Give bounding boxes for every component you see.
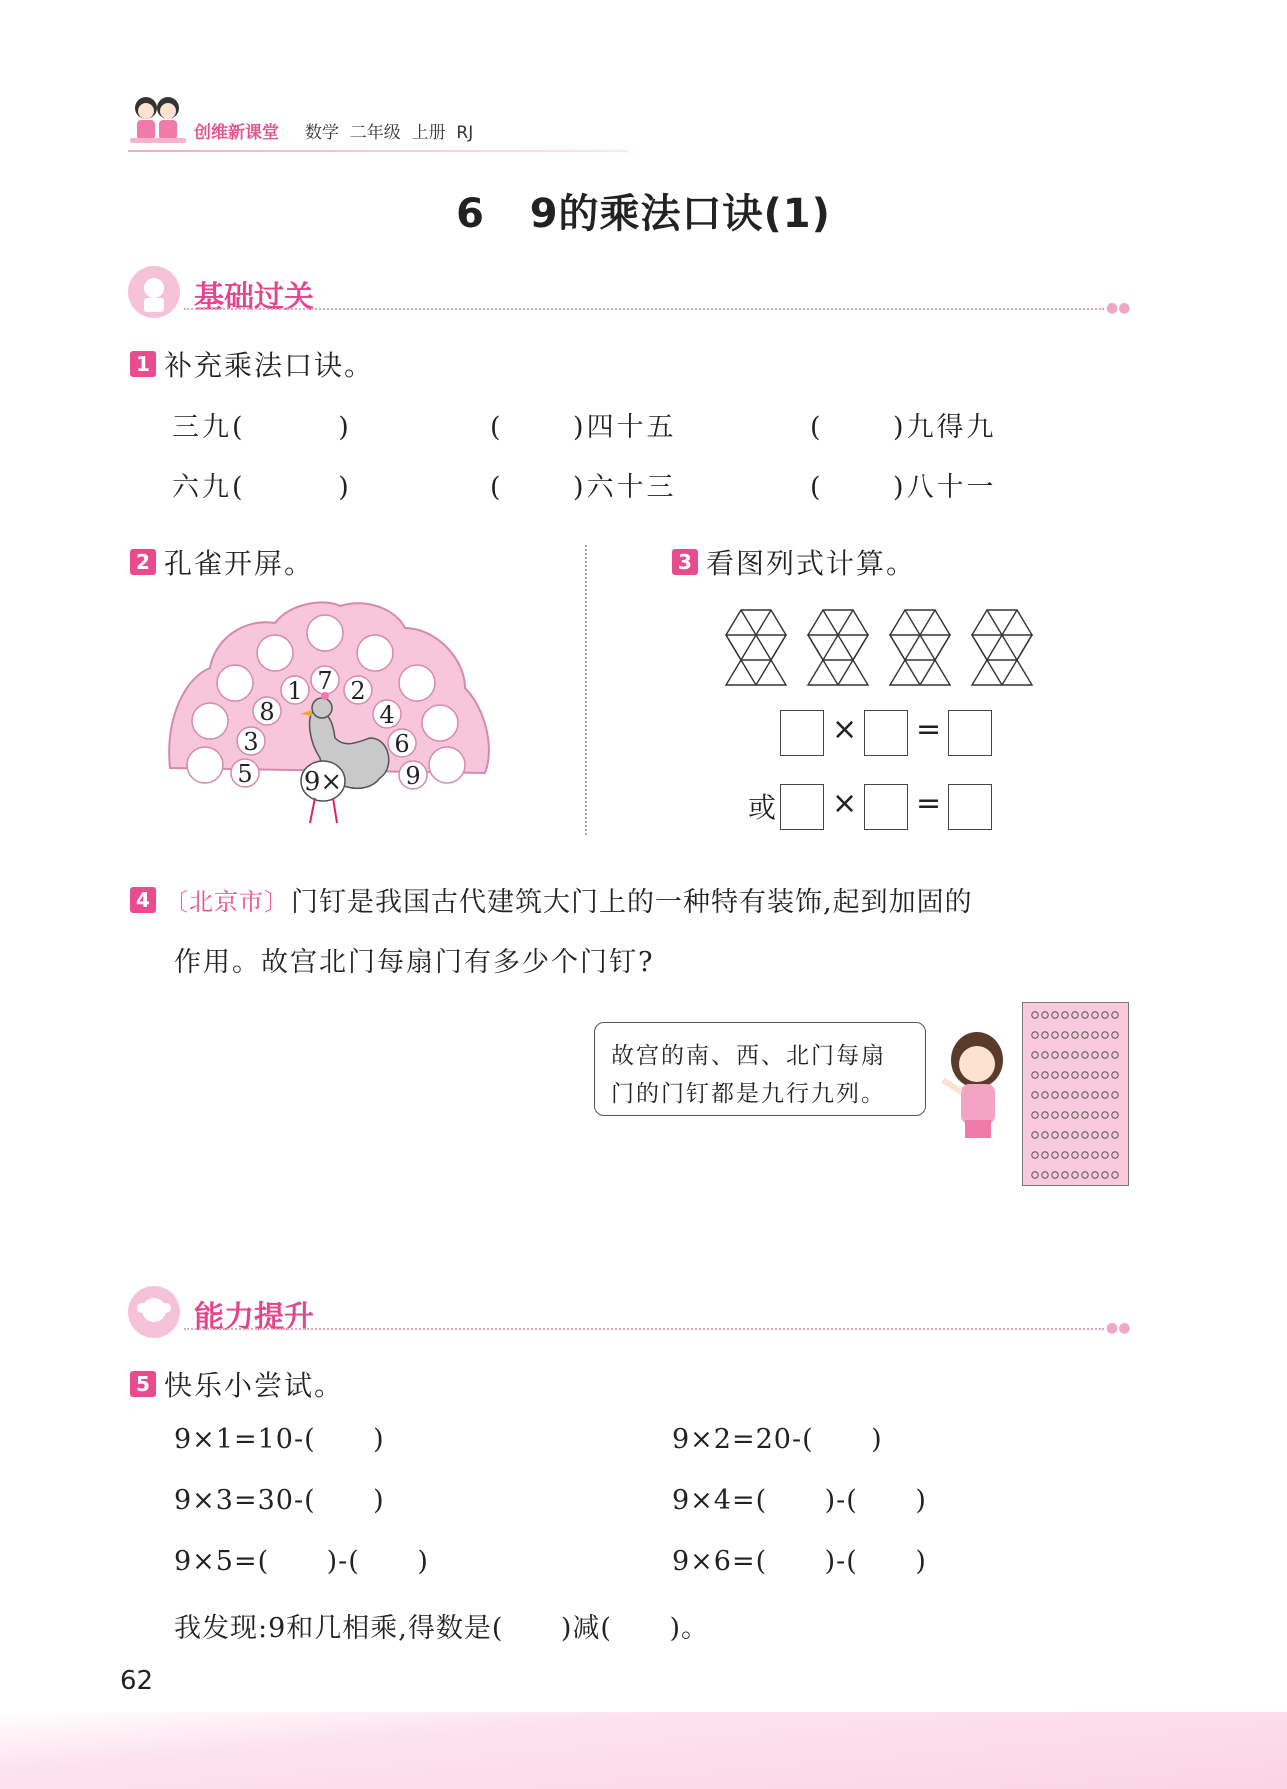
section-title: 能力提升: [194, 1300, 314, 1335]
q1-item[interactable]: ( )九得九: [810, 412, 997, 443]
door-stud: [1042, 1092, 1048, 1098]
children-logo-icon: [128, 92, 188, 148]
door-stud: [1032, 1072, 1038, 1078]
door-stud: [1092, 1052, 1098, 1058]
answer-box[interactable]: [780, 710, 824, 756]
door-stud: [1092, 1072, 1098, 1078]
door-stud: [1072, 1132, 1078, 1138]
door-stud: [1082, 1052, 1088, 1058]
door-stud: [1062, 1112, 1068, 1118]
door-stud: [1042, 1152, 1048, 1158]
dots-decoration-icon: ●●: [1106, 300, 1131, 316]
door-stud: [1102, 1112, 1108, 1118]
question-number: 4: [130, 887, 156, 913]
answer-box[interactable]: [948, 784, 992, 830]
door-stud: [1072, 1172, 1078, 1178]
question-number: 5: [130, 1371, 156, 1397]
girl-figure: [935, 1030, 1015, 1144]
q5-equation[interactable]: 9×2=20-( ): [672, 1424, 883, 1455]
door-stud: [1052, 1052, 1058, 1058]
door-stud: [1032, 1132, 1038, 1138]
door-stud: [1082, 1092, 1088, 1098]
bubble-line: 门的门钉都是九行九列。: [611, 1081, 886, 1107]
door-stud: [1072, 1112, 1078, 1118]
door-stud: [1042, 1072, 1048, 1078]
door-stud: [1072, 1012, 1078, 1018]
peacock-number[interactable]: 5: [237, 760, 253, 788]
peacock-number[interactable]: 6: [394, 730, 410, 758]
door-stud: [1092, 1112, 1098, 1118]
door-stud: [1092, 1132, 1098, 1138]
door-stud: [1082, 1112, 1088, 1118]
question-text: 看图列式计算。: [706, 547, 917, 580]
question-text-cont: 作用。故宫北门每扇门有多少个门钉?: [174, 947, 655, 978]
door-stud: [1032, 1112, 1038, 1118]
q5-equation[interactable]: 9×6=( )-( ): [672, 1546, 927, 1577]
page-number: 62: [120, 1666, 154, 1696]
peacock-center-label: 9×: [303, 767, 343, 797]
door-stud: [1112, 1112, 1118, 1118]
q5-equation[interactable]: 9×5=( )-( ): [174, 1546, 429, 1577]
door-studs-figure: [1022, 1002, 1129, 1186]
section-rule: [184, 1328, 1104, 1330]
door-stud: [1102, 1132, 1108, 1138]
door-stud: [1042, 1172, 1048, 1178]
door-stud: [1062, 1132, 1068, 1138]
student-mascot-icon: [128, 266, 180, 318]
door-stud: [1042, 1012, 1048, 1018]
times-sign: ×: [832, 786, 858, 821]
door-stud: [1112, 1172, 1118, 1178]
bubble-line: 故宫的南、西、北门每扇: [611, 1043, 886, 1069]
door-stud: [1052, 1092, 1058, 1098]
peacock-number[interactable]: 9: [405, 762, 421, 790]
q5-equation[interactable]: 9×3=30-( ): [174, 1485, 385, 1516]
door-stud: [1102, 1092, 1108, 1098]
door-stud: [1052, 1132, 1058, 1138]
door-stud: [1102, 1032, 1108, 1038]
question-text: 门钉是我国古代建筑大门上的一种特有装饰,起到加固的: [291, 887, 973, 918]
question-2-prompt: [130, 542, 314, 582]
door-stud: [1052, 1152, 1058, 1158]
brand-name: 创维新课堂: [194, 123, 279, 143]
peacock-number[interactable]: 1: [287, 677, 303, 705]
door-stud: [1092, 1092, 1098, 1098]
question-text: 孔雀开屏。: [164, 547, 315, 580]
door-stud: [1112, 1012, 1118, 1018]
answer-box[interactable]: [864, 710, 908, 756]
header-rule: [128, 150, 628, 152]
monkey-mascot-icon: [128, 1286, 180, 1338]
peacock-figure: [165, 598, 495, 842]
question-text: 快乐小尝试。: [164, 1369, 345, 1402]
q1-item[interactable]: 六九( ): [172, 472, 352, 503]
question-5-prompt: [130, 1364, 344, 1404]
lesson-title: 6 9的乘法口诀(1): [456, 191, 831, 237]
section-banner-basic: [128, 266, 1131, 318]
door-stud: [1032, 1012, 1038, 1018]
door-stud: [1062, 1172, 1068, 1178]
door-stud: [1062, 1032, 1068, 1038]
door-stud: [1032, 1092, 1038, 1098]
door-stud: [1062, 1012, 1068, 1018]
book-info: 数学 二年级 上册 RJ: [305, 123, 474, 143]
header-logo: [128, 92, 188, 148]
peacock-number[interactable]: 4: [379, 701, 395, 729]
door-stud: [1052, 1172, 1058, 1178]
triangle-figures: [724, 608, 1034, 692]
q1-item[interactable]: 三九( ): [172, 412, 352, 443]
door-stud: [1052, 1032, 1058, 1038]
door-stud: [1092, 1032, 1098, 1038]
peacock-number[interactable]: 8: [259, 698, 275, 726]
door-stud: [1042, 1132, 1048, 1138]
door-stud: [1092, 1172, 1098, 1178]
door-stud: [1062, 1092, 1068, 1098]
door-stud: [1112, 1132, 1118, 1138]
region-tag: 〔北京市〕: [164, 888, 289, 916]
section-title: 基础过关: [194, 280, 314, 315]
q5-equation[interactable]: 9×4=( )-( ): [672, 1485, 927, 1516]
door-stud: [1032, 1152, 1038, 1158]
equals-sign: =: [916, 712, 942, 747]
door-studs-icon: [1023, 1003, 1128, 1185]
footer-band: [0, 1712, 1287, 1789]
answer-box[interactable]: [864, 784, 908, 830]
door-stud: [1082, 1072, 1088, 1078]
question-3-prompt: [672, 542, 916, 582]
or-label: 或: [748, 791, 777, 824]
answer-box[interactable]: [948, 710, 992, 756]
question-4-prompt: [130, 880, 973, 919]
door-stud: [1072, 1072, 1078, 1078]
door-stud: [1112, 1092, 1118, 1098]
door-stud: [1112, 1072, 1118, 1078]
door-stud: [1102, 1012, 1108, 1018]
q1-item[interactable]: ( )六十三: [490, 472, 677, 503]
peacock-number[interactable]: 3: [243, 728, 259, 756]
door-stud: [1112, 1032, 1118, 1038]
question-1-prompt: [130, 344, 374, 384]
door-stud: [1102, 1052, 1108, 1058]
answer-box[interactable]: [780, 784, 824, 830]
question-number: 1: [130, 351, 156, 377]
door-stud: [1102, 1152, 1108, 1158]
dots-decoration-icon: ●●: [1106, 1320, 1131, 1336]
door-stud: [1072, 1032, 1078, 1038]
door-stud: [1052, 1012, 1058, 1018]
times-sign: ×: [832, 712, 858, 747]
door-stud: [1082, 1012, 1088, 1018]
door-stud: [1092, 1012, 1098, 1018]
section-banner-advanced: [128, 1286, 1131, 1338]
door-stud: [1052, 1112, 1058, 1118]
triangle-groups-icon: [724, 608, 1034, 688]
column-divider: [585, 545, 587, 835]
equals-sign: =: [916, 786, 942, 821]
question-number: 3: [672, 549, 698, 575]
door-stud: [1042, 1052, 1048, 1058]
door-stud: [1102, 1172, 1108, 1178]
door-stud: [1072, 1052, 1078, 1058]
door-stud: [1112, 1052, 1118, 1058]
door-stud: [1112, 1152, 1118, 1158]
door-stud: [1072, 1092, 1078, 1098]
section-rule: [184, 308, 1104, 310]
peacock-number[interactable]: 7: [317, 667, 333, 695]
door-stud: [1042, 1032, 1048, 1038]
q5-equation[interactable]: 9×1=10-( ): [174, 1424, 385, 1455]
door-stud: [1062, 1052, 1068, 1058]
door-stud: [1102, 1072, 1108, 1078]
door-stud: [1032, 1032, 1038, 1038]
question-text: 补充乘法口诀。: [164, 349, 375, 382]
girl-icon: [935, 1030, 1015, 1140]
door-stud: [1082, 1172, 1088, 1178]
door-stud: [1082, 1152, 1088, 1158]
q5-discovery[interactable]: 我发现:9和几相乘,得数是( )减( )。: [174, 1613, 709, 1644]
door-stud: [1032, 1052, 1038, 1058]
speech-bubble: [594, 1022, 926, 1116]
door-stud: [1092, 1152, 1098, 1158]
door-stud: [1032, 1172, 1038, 1178]
door-stud: [1082, 1132, 1088, 1138]
door-stud: [1062, 1072, 1068, 1078]
q1-item[interactable]: ( )八十一: [810, 472, 997, 503]
door-stud: [1082, 1032, 1088, 1038]
door-stud: [1042, 1112, 1048, 1118]
question-number: 2: [130, 549, 156, 575]
peacock-number[interactable]: 2: [350, 677, 366, 705]
door-stud: [1052, 1072, 1058, 1078]
door-stud: [1062, 1152, 1068, 1158]
q1-item[interactable]: ( )四十五: [490, 412, 677, 443]
door-stud: [1072, 1152, 1078, 1158]
